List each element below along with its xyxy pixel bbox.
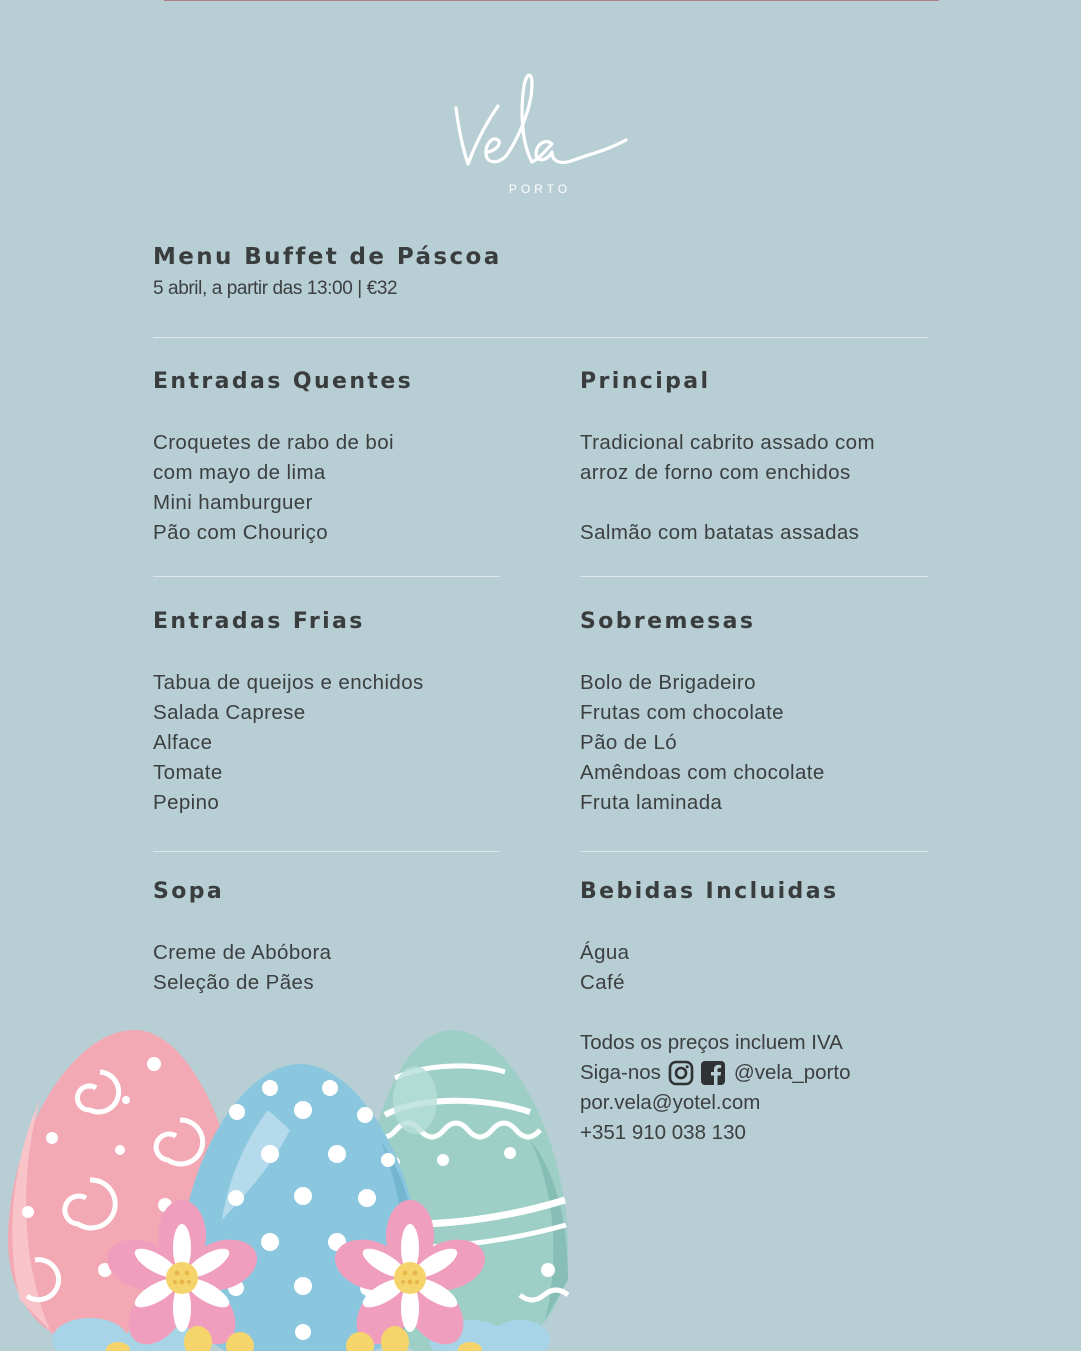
section-title-sobremesas: Sobremesas: [580, 609, 756, 634]
list-item: Mini hamburguer: [153, 491, 313, 514]
divider: [580, 576, 928, 577]
list-item: Água: [580, 941, 630, 964]
list-entradas-quentes: [153, 428, 394, 548]
social-handle[interactable]: @vela_porto: [733, 1061, 851, 1084]
easter-eggs-illustration: [0, 1020, 580, 1351]
contact-info: [580, 1028, 850, 1148]
list-item: Amêndoas com chocolate: [580, 761, 825, 784]
list-item: Fruta laminada: [580, 791, 723, 814]
section-title-entradas-frias: Entradas Frias: [153, 609, 365, 634]
list-item: Tradicional cabrito assado com: [580, 431, 875, 454]
list-item: Frutas com chocolate: [580, 701, 784, 724]
tax-note: Todos os preços incluem IVA: [580, 1031, 843, 1054]
list-item: com mayo de lima: [153, 461, 326, 484]
instagram-icon[interactable]: [668, 1060, 694, 1086]
facebook-icon[interactable]: [700, 1060, 726, 1086]
list-item: Pepino: [153, 791, 220, 814]
section-title-bebidas: Bebidas Incluidas: [580, 879, 839, 904]
section-title-principal: Principal: [580, 369, 711, 394]
phone-number[interactable]: +351 910 038 130: [580, 1121, 746, 1144]
list-item: Croquetes de rabo de boi: [153, 431, 394, 454]
list-item: Salada Caprese: [153, 701, 306, 724]
list-item: Alface: [153, 731, 213, 754]
list-item: Seleção de Pães: [153, 971, 315, 994]
section-title-entradas-quentes: Entradas Quentes: [153, 369, 414, 394]
list-principal: [580, 428, 875, 548]
list-bebidas: [580, 938, 629, 998]
list-item: Pão de Ló: [580, 731, 678, 754]
list-item: Bolo de Brigadeiro: [580, 671, 756, 694]
list-entradas-frias: [153, 668, 424, 818]
logo-location: PORTO: [508, 182, 572, 196]
menu-subtitle: 5 abril, a partir das 13:00 | €32: [153, 278, 398, 299]
list-sopa: [153, 938, 331, 998]
follow-label: Siga-nos: [580, 1061, 661, 1084]
section-title-sopa: Sopa: [153, 879, 225, 904]
list-item: Tabua de queijos e enchidos: [153, 671, 424, 694]
social-icons: [668, 1060, 726, 1086]
list-item: Pão com Chouriço: [153, 521, 329, 544]
email-link[interactable]: por.vela@yotel.com: [580, 1091, 761, 1114]
list-sobremesas: [580, 668, 825, 818]
list-item: arroz de forno com enchidos: [580, 461, 851, 484]
list-item: Tomate: [153, 761, 223, 784]
list-item: Creme de Abóbora: [153, 941, 332, 964]
divider: [153, 337, 928, 338]
top-divider: [164, 0, 939, 1]
list-item: Salmão com batatas assadas: [580, 521, 860, 544]
social-row: [580, 1058, 850, 1088]
list-spacer: [580, 488, 875, 518]
divider: [153, 851, 500, 852]
divider: [580, 851, 928, 852]
divider: [153, 576, 500, 577]
menu-title: Menu Buffet de Páscoa: [153, 244, 502, 270]
list-item: Café: [580, 971, 625, 994]
